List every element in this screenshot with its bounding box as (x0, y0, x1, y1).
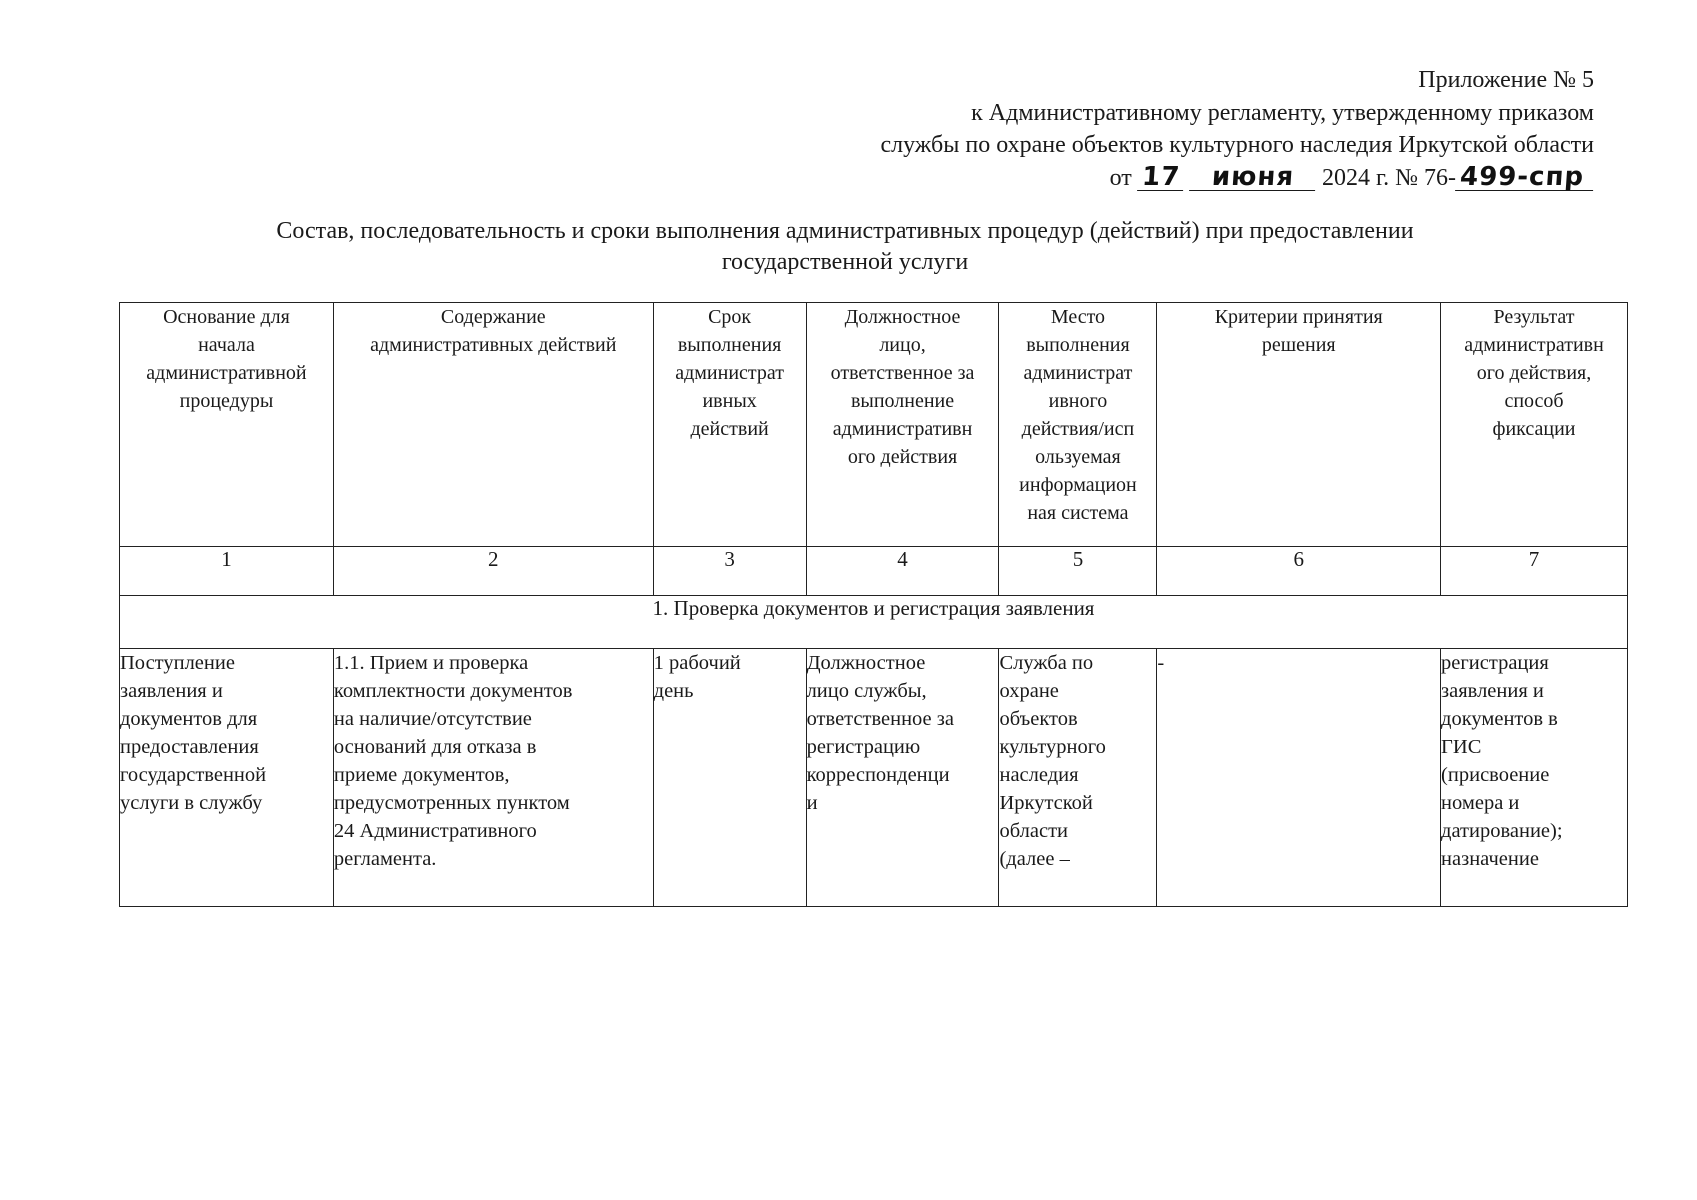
header-cell-content: Содержание административных действий (333, 303, 653, 547)
handwritten-order-number: 499-спр (1455, 164, 1595, 191)
cell-content: 1.1. Прием и проверка комплектности документов на наличие/отсутствие оснований для отказа в приеме документов, предусмотренных пунктом 24 Административного регламента. (333, 649, 653, 907)
column-number-row (120, 547, 1628, 596)
header-line-service: службы по охране объектов культурного наследия Иркутской области (880, 132, 1594, 158)
cell-result: регистрация заявления и документов в ГИС (присвоение номера и датирование); назначение (1441, 649, 1628, 907)
cell-basis: Поступление заявления и документов для предоставления государственной услуги в службу (120, 649, 334, 907)
document-title (150, 216, 1540, 278)
cell-official: Должностное лицо службы, ответственное за регистрацию корреспонденци и (806, 649, 999, 907)
column-number: 5 (999, 547, 1157, 596)
handwritten-day: 17 (1137, 164, 1185, 191)
header-cell-criteria: Критерии принятия решения (1157, 303, 1441, 547)
table-row (120, 649, 1628, 907)
header-cell-term: Срок выполнения администрат ивных действий (653, 303, 806, 547)
procedures-table (119, 302, 1628, 907)
section-title: 1. Проверка документов и регистрация заявления (120, 596, 1628, 649)
from-prefix: от (1109, 164, 1132, 191)
title-line-2: государственной услуги (721, 249, 969, 275)
column-number: 1 (120, 547, 334, 596)
title-line-1: Состав, последовательность и сроки выполнения административных процедур (действий) при предоставлении (276, 218, 1414, 244)
header-cell-basis: Основание для начала административной процедуры (120, 303, 334, 547)
handwritten-month: июня (1189, 164, 1317, 191)
column-number: 7 (1441, 547, 1628, 596)
column-number: 2 (333, 547, 653, 596)
order-year-number: 2024 г. № 76- (1321, 164, 1456, 191)
cell-criteria: - (1157, 649, 1441, 907)
section-row (120, 596, 1628, 649)
column-number: 3 (653, 547, 806, 596)
cell-term: 1 рабочий день (653, 649, 806, 907)
cell-place: Служба по охране объектов культурного наследия Иркутской области (далее – (999, 649, 1157, 907)
table-header-row (120, 303, 1628, 547)
appendix-number: Приложение № 5 (1418, 67, 1594, 93)
document-header (880, 64, 1594, 194)
header-cell-place: Место выполнения администрат ивного действия/исп ользуемая информацион ная система (999, 303, 1157, 547)
header-line-regulation: к Административному регламенту, утвержденному приказом (971, 99, 1594, 126)
column-number: 4 (806, 547, 999, 596)
column-number: 6 (1157, 547, 1441, 596)
header-cell-official: Должностное лицо, ответственное за выполнение административн ого действия (806, 303, 999, 547)
order-date-line (880, 162, 1594, 195)
header-cell-result: Результат административн ого действия, способ фиксации (1441, 303, 1628, 547)
